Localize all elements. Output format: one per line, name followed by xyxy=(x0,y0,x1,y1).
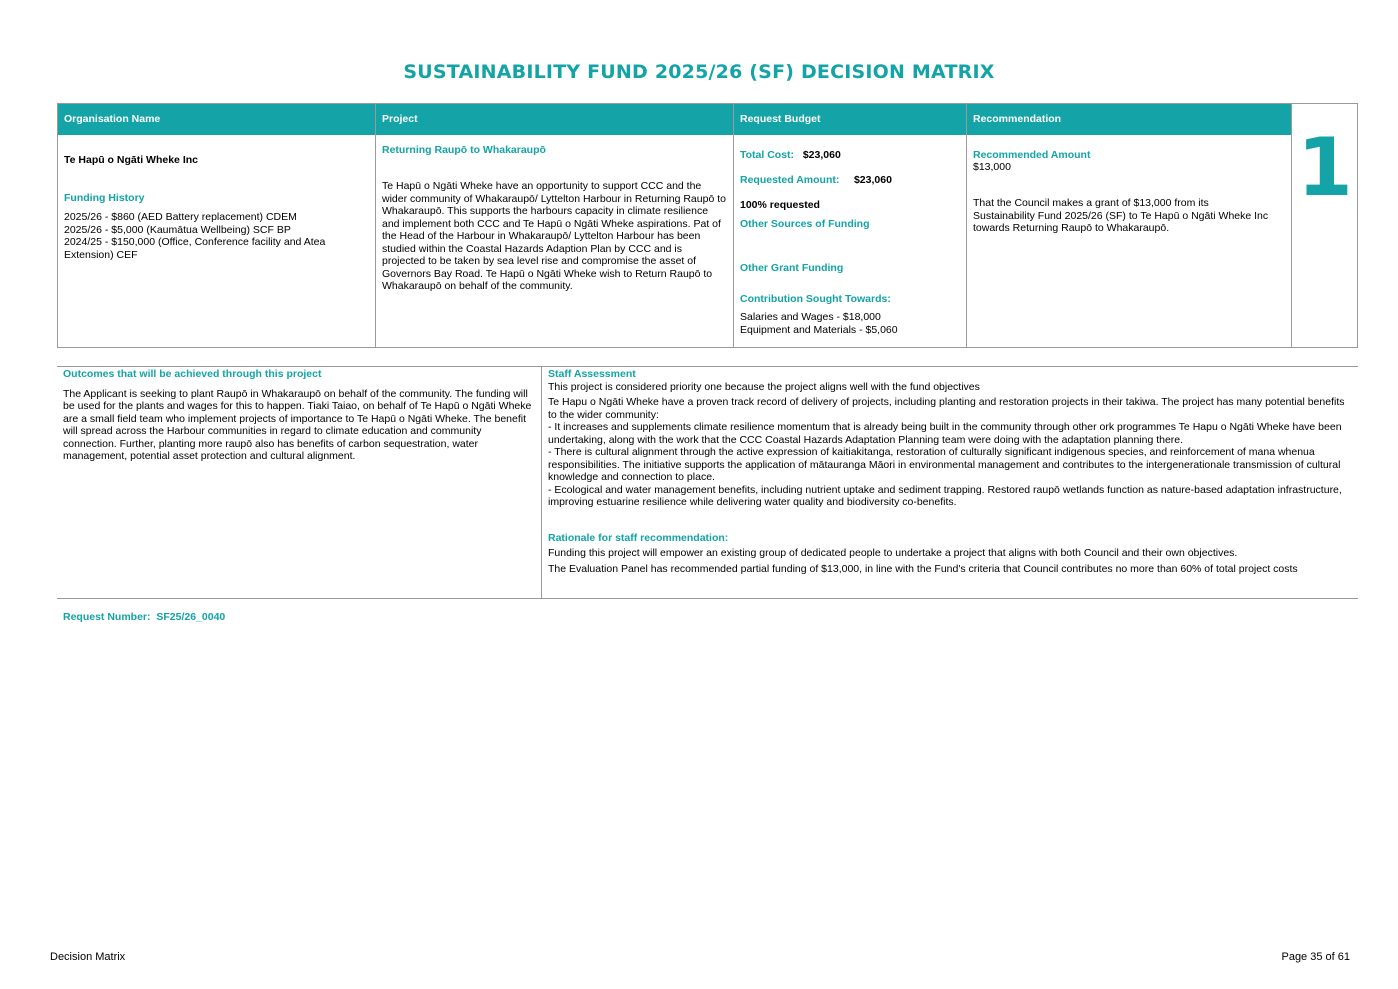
requested-amount-value: $23,060 xyxy=(853,174,892,186)
outcomes-text: The Applicant is seeking to plant Raupō in Whakaraupō on behalf of the community. The funding will be used for the plants and wages for this to happen. Tiaki Taiao, on behalf of Te Hapū o Ngāti Wheke are a small field team who implement projects of importance to Te Hapū o Ngāti Wheke. The benefit will spread across the Harbour communities in regard to climate education and community connection. Further, planting more raupō also has benefits of carbon sequestration, water management, potential asset protection and cultural alignment. xyxy=(63,387,532,462)
budget-column xyxy=(734,135,966,347)
footer-title: Decision Matrix xyxy=(50,951,126,963)
total-cost-label: Total Cost: xyxy=(740,149,795,161)
contribution-item: Salaries and Wages - $18,000 xyxy=(740,311,881,323)
staff-assessment-column xyxy=(548,368,1354,575)
request-number-value: SF25/26_0040 xyxy=(156,611,226,623)
header-organisation: Organisation Name xyxy=(58,104,376,135)
header-project: Project xyxy=(376,104,734,135)
header-budget: Request Budget xyxy=(734,104,967,135)
contribution-item: Equipment and Materials - $5,060 xyxy=(740,323,898,336)
other-sources-label: Other Sources of Funding xyxy=(740,218,870,230)
staff-assessment-priority: This project is considered priority one because the project aligns well with the fund objectives xyxy=(548,380,980,393)
contribution-label: Contribution Sought Towards: xyxy=(740,293,891,305)
funding-history-item: 2024/25 - $150,000 (Office, Conference facility and Atea Extension) CEF xyxy=(64,236,326,261)
staff-assessment-point: - Ecological and water management benefits, including nutrient uptake and sediment trapping. Restored raupō wetlands function as nature-based adaptation infrastructure, improving estuarine resilience while delivering water quality and biodiversity co-benefits. xyxy=(548,483,1342,508)
total-cost-row xyxy=(740,149,841,162)
recommendation-column xyxy=(967,135,1291,347)
staff-assessment-point: - It increases and supplements climate resilience momentum that is already being built in the community through other ork programmes Te Hapu o Ngāti Wheke have been undertaking, along with the work that the CCC Coastal Hazards Adaptation Planning team were doing with the adaptation planning there. xyxy=(548,421,1342,446)
other-grant-label: Other Grant Funding xyxy=(740,262,844,274)
assessment-section xyxy=(57,366,1358,599)
organisation-name: Te Hapū o Ngāti Wheke Inc xyxy=(64,154,198,166)
request-number xyxy=(63,611,225,624)
staff-assessment-intro: Te Hapu o Ngāti Wheke have a proven track record of delivery of projects, including planting and restoration projects in their takiwa. The project has many potential benefits to the wider community: xyxy=(548,396,1345,421)
funding-history-list xyxy=(64,211,354,261)
priority-number: 1 xyxy=(1297,121,1353,214)
funding-history-item: 2025/26 - $860 (AED Battery replacement) CDEM xyxy=(64,211,297,223)
recommendation-text: That the Council makes a grant of $13,000 from its Sustainability Fund 2025/26 (SF) to Te Hapū o Ngāti Wheke Inc towards Returning Raupō to Whakaraupō. xyxy=(973,197,1269,234)
page-title: SUSTAINABILITY FUND 2025/26 (SF) DECISION MATRIX xyxy=(403,61,995,83)
rationale-text: The Evaluation Panel has recommended partial funding of $13,000, in line with the Fund's criteria that Council contributes no more than 60% of total project costs xyxy=(548,562,1298,575)
organisation-column xyxy=(58,135,375,347)
outcomes-label: Outcomes that will be achieved through this project xyxy=(63,368,322,380)
project-name: Returning Raupō to Whakaraupō xyxy=(382,144,546,156)
requested-amount-row xyxy=(740,174,892,187)
decision-table xyxy=(57,103,1358,348)
total-cost-value: $23,060 xyxy=(802,149,841,161)
contribution-list xyxy=(740,311,898,336)
request-number-label: Request Number: xyxy=(63,611,151,623)
recommended-amount-label: Recommended Amount xyxy=(973,149,1091,161)
funding-history-item: 2025/26 - $5,000 (Kaumātua Wellbeing) SCF BP xyxy=(64,223,291,236)
page-number: Page 35 of 61 xyxy=(1281,951,1350,963)
requested-amount-label: Requested Amount: xyxy=(740,174,840,186)
staff-assessment-label: Staff Assessment xyxy=(548,368,636,380)
outcomes-column xyxy=(63,368,535,463)
rationale-text: Funding this project will empower an existing group of dedicated people to undertake a project that aligns with both Council and their own objectives. xyxy=(548,547,1238,559)
divider xyxy=(541,367,542,598)
funding-history-label: Funding History xyxy=(64,192,145,204)
project-column xyxy=(376,135,733,347)
header-recommendation: Recommendation xyxy=(967,104,1292,135)
staff-assessment-point: - There is cultural alignment through the active expression of kaitiakitanga, restoration of culturally significant indigenous species, and reinforcement of mana whenua responsibilities. The initiative supports the application of mātauranga Māori in environmental management and contributes to the intergenerationale transmission of cultural knowledge and connection to place. xyxy=(548,446,1341,483)
percent-requested: 100% requested xyxy=(740,199,820,211)
recommended-amount-value: $13,000 xyxy=(973,161,1011,173)
project-description: Te Hapū o Ngāti Wheke have an opportunity to support CCC and the wider community of Whakaraupō/ Lyttelton Harbour in Returning Raupō to Whakaraupō. This supports the harbours capacity in climate resilience and implement both CCC and Te Hapū o Ngāti Wheke aspirations. Pat of the Head of the Harbour in Whakaraupō/ Lyttelton Harbour has been studied within the Coastal Hazards Adaption Plan by CCC and is projected to be taken by sea level rise and compromise the asset of Governors Bay Road. Te Hapū o Ngāti Wheke wish to Return Raupō to Whakaraupō on behalf of the community. xyxy=(382,180,726,292)
rationale-label: Rationale for staff recommendation: xyxy=(548,531,729,544)
